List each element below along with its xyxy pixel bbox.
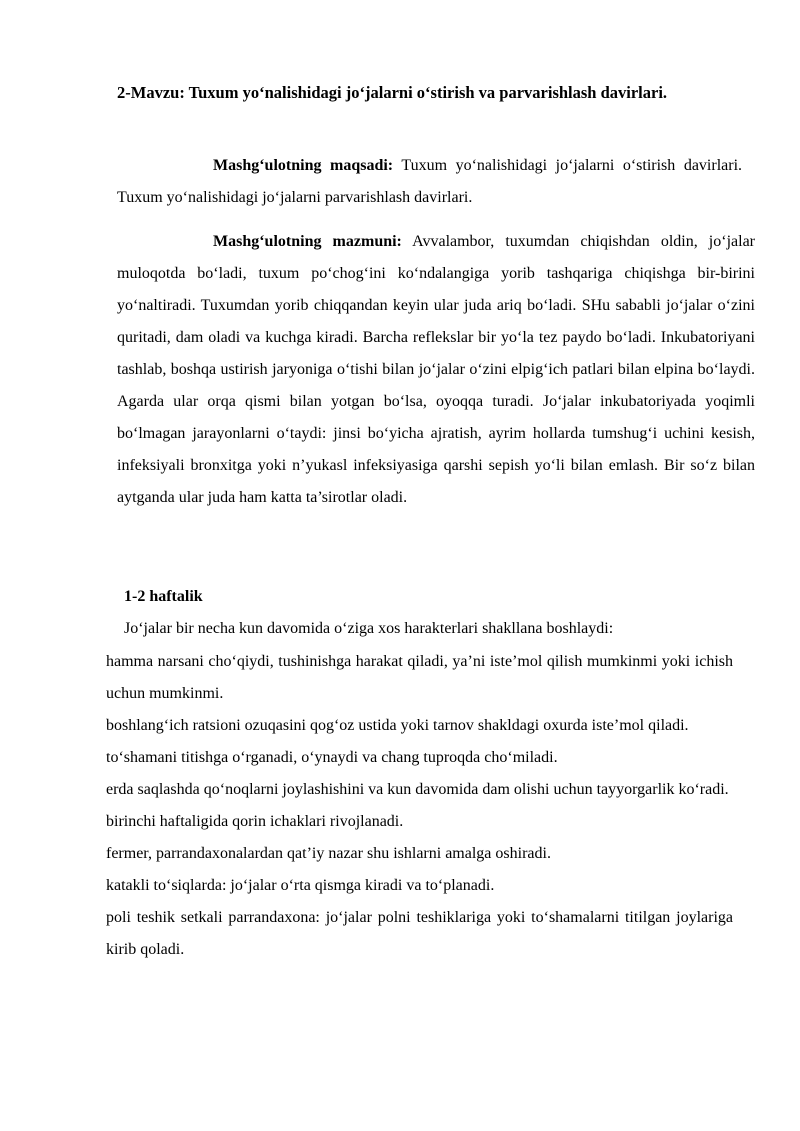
list-item: erda saqlashda qo‘noqlarni joylashishini va kun davomida dam olishi uchun tayyorgarlik ko‘radi.	[106, 781, 729, 798]
list-item: poli teshik setkali parrandaxona: jo‘jalar polni teshiklariga yoki to‘shamalarni titilgan joylariga kirib qoladi.	[106, 909, 733, 958]
lesson-content-paragraph	[117, 226, 755, 514]
section-heading: 1-2 haftalik	[124, 588, 203, 605]
behavior-list	[106, 646, 733, 966]
list-item: fermer, parrandaxonalardan qat’iy nazar shu ishlarni amalga oshiradi.	[106, 845, 551, 862]
lesson-content-label: Mashg‘ulotning mazmuni:	[213, 233, 402, 250]
list-item: birinchi haftaligida qorin ichaklari rivojlanadi.	[106, 813, 404, 830]
section-intro: Jo‘jalar bir necha kun davomida o‘ziga xos harakterlari shakllana boshlaydi:	[124, 620, 614, 637]
lesson-goal-paragraph	[117, 150, 742, 214]
list-item: boshlang‘ich ratsioni ozuqasini qog‘oz ustida yoki tarnov shakldagi oxurda iste’mol qiladi.	[106, 717, 689, 734]
lesson-goal-label: Mashg‘ulotning maqsadi:	[213, 157, 394, 174]
lesson-goal-text: Tuxum yo‘nalishidagi jo‘jalarni o‘stirish davirlari. Tuxum yo‘nalishidagi jo‘jalarni parvarishlash davirlari.	[117, 157, 743, 206]
topic-title: 2-Mavzu: Tuxum yo‘nalishidagi jo‘jalarni o‘stirish va parvarishlash davirlari.	[117, 83, 668, 102]
list-item: to‘shamani titishga o‘rganadi, o‘ynaydi va chang tuproqda cho‘miladi.	[106, 749, 558, 766]
list-item: katakli to‘siqlarda: jo‘jalar o‘rta qismga kiradi va to‘planadi.	[106, 877, 495, 894]
lesson-content-text: Avvalambor, tuxumdan chiqishdan oldin, jo‘jalar muloqotda bo‘ladi, tuxum po‘chog‘ini ko‘ndalangiga yorib tashqariga chiqishga bir-birini yo‘naltiradi. Tuxumdan yorib chiqqandan keyin ular juda ariq bo‘ladi. SHu sababli jo‘jalar o‘zini quritadi, dam oladi va kuchga kiradi. Barcha reflekslar bir yo‘la tez paydo bo‘ladi. Inkubatoriyani tashlab, boshqa ustirish jaryoniga o‘tishi bilan jo‘jalar o‘zini elpig‘ich patlari bilan elpina bo‘laydi. Agarda ular orqa qismi bilan yotgan bo‘lsa, oyoqqa turadi. Jo‘jalar inkubatoriyada yoqimli bo‘lmagan jarayonlarni o‘taydi: jinsi bo‘yicha ajratish, ayrim hollarda tumshug‘i uchini kesish, infeksiyali bronxitga yoki n’yukasl infeksiyasiga qarshi sepish yo‘li bilan emlash. Bir so‘z bilan aytganda ular juda ham katta ta’sirotlar oladi.	[117, 233, 755, 506]
list-item: hamma narsani cho‘qiydi, tushinishga harakat qiladi, ya’ni iste’mol qilish mumkinmi yoki ichish uchun mumkinmi.	[106, 653, 733, 702]
